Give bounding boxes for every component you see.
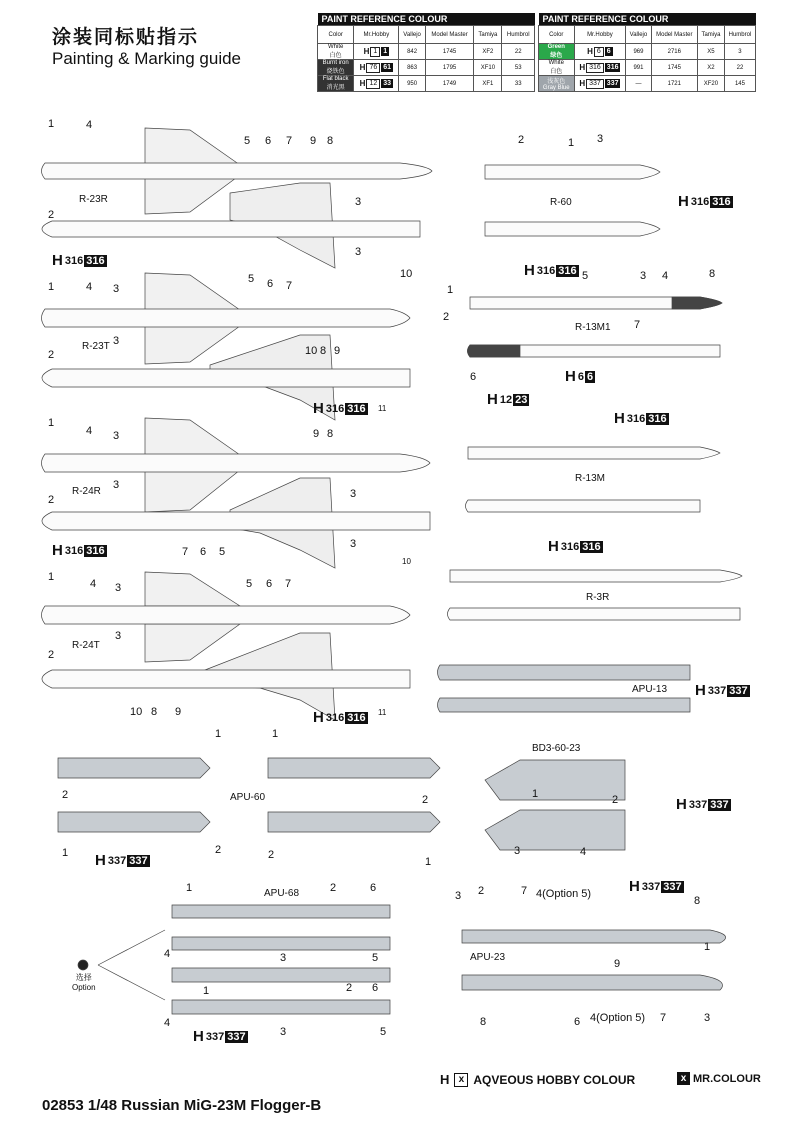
table-row: White 白色 H 316 316 991 1745 X2 22 — [539, 60, 756, 76]
part-number: 5 — [244, 135, 251, 147]
part-number: 5 — [246, 578, 253, 590]
part-number: 3 — [514, 845, 521, 857]
part-number: 1 — [215, 728, 222, 740]
part-number: 4 — [662, 270, 669, 282]
option5-top: 4(Option 5) — [536, 888, 592, 900]
part-number: 8 — [694, 895, 701, 907]
part-number: 4 — [90, 578, 97, 590]
part-number: 3 — [113, 335, 120, 347]
part-number: 3 — [355, 196, 362, 208]
part-number: 4 — [164, 948, 171, 960]
label-r13m1: R-13M1 — [575, 322, 611, 333]
part-number: 10 — [130, 706, 143, 718]
callout-h316: H 316 316 — [313, 709, 366, 726]
col-header: Vallejo — [399, 26, 425, 44]
part-number: 3 — [115, 582, 122, 594]
part-number: 2 — [48, 649, 55, 661]
part-number: 9 — [334, 345, 341, 357]
part-number: 1 — [447, 284, 454, 296]
label-apu13: APU-13 — [632, 684, 668, 695]
part-number: 2 — [330, 882, 337, 894]
label-r3r: R-3R — [586, 592, 610, 603]
callout-h337: H 337 337 — [629, 878, 682, 895]
part-number: 1 — [425, 856, 432, 868]
part-number: 6 — [574, 1016, 581, 1028]
part-number: 4 — [86, 281, 93, 293]
col-header: Model Master — [425, 26, 474, 44]
part-number: 4 — [164, 1017, 171, 1029]
part-number: 5 — [582, 270, 589, 282]
part-number: 1 — [568, 137, 575, 149]
table-row: 浅灰色 Gray Blue H 337 337 — 1721 XF20 145 — [539, 76, 756, 92]
part-number: 8 — [327, 135, 334, 147]
table-row: Flat black 消光黑 H 12 33 950 1749 XF1 33 — [318, 76, 535, 92]
col-header: Mr.Hobby — [354, 26, 399, 44]
part-number: 7 — [660, 1012, 667, 1024]
part-number: 6 — [267, 278, 274, 290]
part-number: 3 — [350, 488, 357, 500]
part-number: 2 — [48, 349, 55, 361]
col-header: Vallejo — [626, 26, 651, 44]
part-number: 3 — [113, 479, 120, 491]
part-number: 8 — [709, 268, 716, 280]
label-r24t: R-24T — [72, 640, 100, 651]
part-number: 4 — [86, 425, 93, 437]
part-number: 3 — [355, 246, 362, 258]
col-header: Tamiya — [474, 26, 502, 44]
part-number: 1 — [203, 985, 210, 997]
part-number: 8 — [320, 345, 327, 357]
part-number: 11 — [378, 404, 387, 413]
label-r60: R-60 — [550, 197, 572, 208]
part-number: 6 — [372, 982, 379, 994]
callout-h337: H 337 337 — [695, 682, 748, 699]
table-row: Green 绿色 H 6 6 969 2716 X5 3 — [539, 44, 756, 60]
part-number: 5 — [380, 1026, 387, 1038]
callout-h316: H 316 316 — [313, 400, 366, 417]
part-number: 6 — [266, 578, 273, 590]
label-r13m: R-13M — [575, 473, 606, 484]
part-number: 1 — [48, 571, 55, 583]
part-number: 3 — [640, 270, 647, 282]
title-english: Painting & Marking guide — [52, 49, 242, 68]
part-number: 7 — [634, 319, 641, 331]
part-number: 7 — [521, 885, 528, 897]
part-number: 3 — [597, 133, 604, 145]
part-number: 2 — [215, 844, 222, 856]
part-number: 4 — [580, 846, 587, 858]
part-number: 3 — [113, 430, 120, 442]
part-number: 8 — [151, 706, 158, 718]
part-number: 1 — [704, 941, 711, 953]
part-number: 10 — [305, 345, 318, 357]
part-number: 3 — [350, 538, 357, 550]
legend-mr-colour: x MR.COLOUR — [677, 1072, 761, 1085]
part-number: 10 — [400, 268, 413, 280]
part-number: 8 — [480, 1016, 487, 1028]
part-number: 3 — [280, 952, 287, 964]
part-number: 2 — [268, 849, 275, 861]
part-number: 9 — [175, 706, 182, 718]
part-number: 2 — [346, 982, 353, 994]
col-header: Humbrol — [724, 26, 755, 44]
part-number: 6 — [470, 371, 477, 383]
callout-h316: H 316 316 — [548, 538, 601, 555]
part-number: 1 — [48, 281, 55, 293]
part-number: 2 — [443, 311, 450, 323]
part-number: 3 — [455, 890, 462, 902]
legend-aqueous: H x AQVEOUS HOBBY COLOUR — [440, 1072, 636, 1087]
label-apu60: APU-60 — [230, 792, 266, 803]
callout-h316: H 316 316 — [52, 252, 105, 269]
part-number: 4 — [86, 119, 93, 131]
option5-bottom: 4(Option 5) — [590, 1012, 646, 1024]
part-number: 7 — [286, 135, 293, 147]
col-header: Color — [318, 26, 354, 44]
part-number: 3 — [280, 1026, 287, 1038]
col-header: Model Master — [651, 26, 697, 44]
part-number: 1 — [272, 728, 279, 740]
callout-h316: H 316 316 — [52, 542, 105, 559]
callout-h337: H 337 337 — [676, 796, 729, 813]
part-number: 7 — [285, 578, 292, 590]
part-number: 6 — [370, 882, 377, 894]
part-number: 3 — [113, 283, 120, 295]
part-number: 2 — [518, 134, 525, 146]
col-header: Mr.Hobby — [574, 26, 626, 44]
callout-h316: H 316 316 — [614, 410, 667, 427]
part-number: 5 — [372, 952, 379, 964]
callout-h337: H 337 337 — [193, 1028, 246, 1045]
paint-table-heading: PAINT REFERENCE COLOUR — [539, 13, 756, 26]
callout-h316: H 316 316 — [678, 193, 731, 210]
callout-h6: H 6 6 — [565, 368, 594, 385]
label-apu68: APU-68 — [264, 888, 300, 899]
part-number: 2 — [478, 885, 485, 897]
part-number: 6 — [265, 135, 272, 147]
col-header: Humbrol — [502, 26, 535, 44]
title-chinese: 涂装同标贴指示 — [52, 26, 200, 48]
callout-h12: H 12 23 — [487, 391, 528, 408]
part-number: 1 — [48, 118, 55, 130]
part-number: 11 — [378, 708, 387, 717]
label-r23r: R-23R — [79, 194, 108, 205]
part-number: 9 — [313, 428, 320, 440]
callout-h337: H 337 337 — [95, 852, 148, 869]
part-number: 2 — [48, 494, 55, 506]
part-number: 2 — [48, 209, 55, 221]
label-r24r: R-24R — [72, 486, 101, 497]
option-note: 选择 Option — [72, 973, 96, 992]
part-number: 9 — [614, 958, 621, 970]
label-apu23: APU-23 — [470, 952, 506, 963]
table-row: Burnt iron 烧铁色 H 76 61 863 1795 XF10 53 — [318, 60, 535, 76]
footer-title: 02853 1/48 Russian MiG-23M Flogger-B — [42, 1097, 322, 1114]
part-number: 1 — [62, 847, 69, 859]
part-number: 6 — [200, 546, 207, 558]
part-number: 3 — [115, 630, 122, 642]
part-number: 5 — [219, 546, 226, 558]
part-number: 10 — [402, 557, 411, 566]
part-number: 7 — [182, 546, 189, 558]
part-number: 1 — [532, 788, 539, 800]
part-number: 1 — [48, 417, 55, 429]
col-header: Color — [539, 26, 575, 44]
callout-h316: H 316 316 — [524, 262, 577, 279]
part-number: 8 — [327, 428, 334, 440]
table-row: White 白色 H 1 1 842 1745 XF2 22 — [318, 44, 535, 60]
label-bd3: BD3-60-23 — [532, 743, 581, 754]
col-header: Tamiya — [697, 26, 724, 44]
part-number: 2 — [422, 794, 429, 806]
part-number: 9 — [310, 135, 317, 147]
part-number: 3 — [704, 1012, 711, 1024]
part-number: 2 — [62, 789, 69, 801]
part-number: 1 — [186, 882, 193, 894]
part-number: 7 — [286, 280, 293, 292]
part-number: 5 — [248, 273, 255, 285]
label-r23t: R-23T — [82, 341, 110, 352]
part-number: 2 — [612, 794, 619, 806]
paint-table-heading: PAINT REFERENCE COLOUR — [318, 13, 535, 26]
